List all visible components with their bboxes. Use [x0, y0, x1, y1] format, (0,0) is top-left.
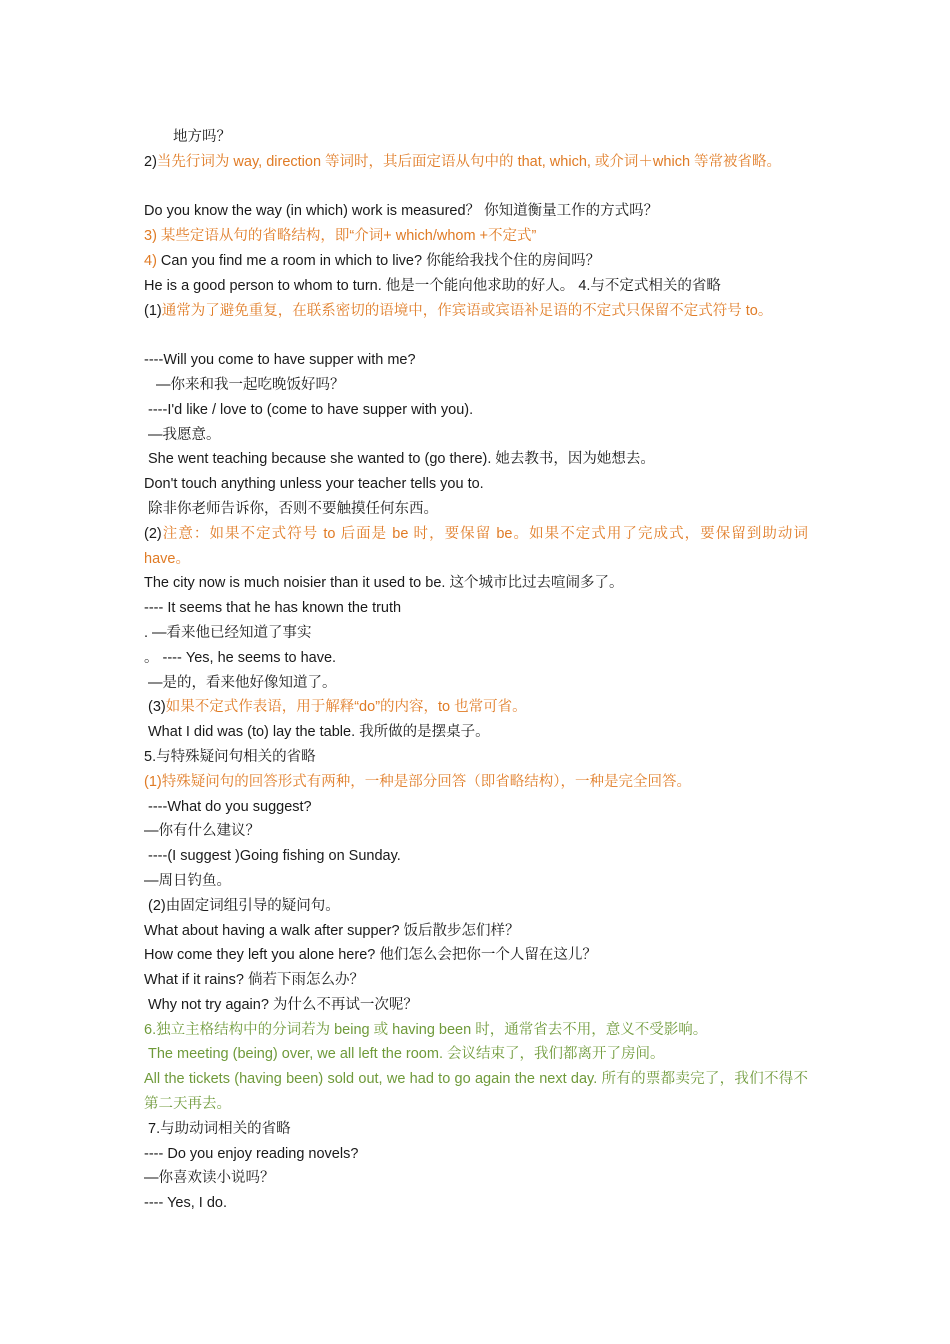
example-sentence: How come they left you alone here? 他们怎么会把你一个人留在这儿？ — [144, 947, 597, 964]
section-heading: 6.独立主格结构中的分词若为 being 或 having been 时，通常省去不用，意义不受影响。 — [144, 1021, 708, 1038]
dialogue-translation: —周日钓鱼。 — [144, 872, 231, 889]
dialogue-line: ----What do you suggest? — [148, 798, 312, 815]
dialogue-line: ----Will you come to have supper with me? — [144, 352, 416, 369]
example-sentence: What if it rains? 倘若下雨怎么办？ — [144, 972, 364, 989]
dialogue-line: ---- Yes, I do. — [144, 1195, 228, 1212]
example-translation: 除非你老师告诉你，否则不要触摸任何东西。 — [148, 500, 438, 517]
rule-text: 通常为了避免重复，在联系密切的语境中，作宾语或宾语补足语的不定式只保留不定式符号 to。 — [161, 302, 773, 319]
dialogue-line: ----(I suggest )Going fishing on Sunday. — [148, 848, 401, 865]
rule-number: (2) — [144, 525, 162, 542]
rule-number: (3) — [148, 699, 166, 716]
rule-heading: (1)特殊疑问句的回答形式有两种，一种是部分回答（即省略结构），一种是完全回答。 — [144, 773, 691, 790]
dialogue-translation: —你喜欢读小说吗？ — [144, 1170, 275, 1187]
dialogue-translation: . —看来他已经知道了事实 — [144, 624, 312, 641]
rule-heading: (2)由固定词组引导的疑问句。 — [148, 897, 340, 914]
document-body — [144, 125, 808, 1216]
example-sentence — [144, 249, 808, 274]
example-sentence: What about having a walk after supper? 饭后散步怎们样？ — [144, 922, 520, 939]
rule-heading — [144, 299, 808, 349]
rule-text: 如果不定式作表语，用于解释“do”的内容，to 也常可省。 — [165, 699, 527, 716]
example-sentence: Do you know the way (in which) work is measured？ 你知道衡量工作的方式吗？ — [144, 203, 659, 220]
example-sentence: What I did was (to) lay the table. 我所做的是摆桌子。 — [148, 724, 490, 741]
dialogue-translation: —你有什么建议？ — [144, 823, 260, 840]
example-sentence: He is a good person to whom to turn. 他是一个能向他求助的好人。 4.与不定式相关的省略 — [144, 277, 721, 294]
example-sentence: The city now is much noisier than it used to be. 这个城市比过去喧闹多了。 — [144, 575, 624, 592]
dialogue-line: ---- It seems that he has known the truth — [144, 600, 402, 617]
rule-text: 注意：如果不定式符号 to 后面是 be 时，要保留 be。如果不定式用了完成式，要保留到助动词 have。 — [144, 525, 808, 567]
dialogue-line: ---- Do you enjoy reading novels? — [144, 1145, 359, 1162]
rule-heading — [144, 695, 808, 720]
rule-number: (1) — [144, 302, 162, 319]
section-heading: 7.与助动词相关的省略 — [148, 1120, 291, 1137]
dialogue-line: ----I'd like / love to (come to have supper with you). — [148, 401, 474, 418]
rule-text: 当先行词为 way, direction 等词时，其后面定语从句中的 that, which, 或介词＋which 等常被省略。 — [156, 153, 782, 170]
rule-number: 4) — [144, 252, 157, 269]
rule-heading — [144, 522, 808, 572]
dialogue-translation: —我愿意。 — [148, 426, 221, 443]
section-heading: 5.与特殊疑问句相关的省略 — [144, 748, 316, 765]
text-line: 地方吗？ — [173, 129, 231, 145]
example-sentence: All the tickets (having been) sold out, we had to go again the next day. 所有的票都卖完了，我们不得不第二天再去。 — [144, 1071, 808, 1113]
rule-heading — [144, 150, 808, 200]
dialogue-translation: —你来和我一起吃晚饭好吗？ — [156, 376, 345, 393]
example-sentence: She went teaching because she wanted to (go there). 她去教书，因为她想去。 — [148, 451, 655, 468]
example-sentence: Why not try again? 为什么不再试一次呢？ — [148, 996, 418, 1013]
example-text: Can you find me a room in which to live? 你能给我找个住的房间吗？ — [156, 252, 601, 269]
rule-number: 2) — [144, 153, 157, 170]
example-sentence: The meeting (being) over, we all left the room. 会议结束了，我们都离开了房间。 — [148, 1046, 665, 1063]
rule-heading: 3) 某些定语从句的省略结构，即“介词+ which/whom +不定式” — [144, 228, 537, 245]
example-sentence: Don't touch anything unless your teacher tells you to. — [144, 476, 484, 493]
dialogue-translation: —是的，看来他好像知道了。 — [148, 674, 337, 691]
dialogue-line: 。 ---- Yes, he seems to have. — [144, 649, 337, 666]
